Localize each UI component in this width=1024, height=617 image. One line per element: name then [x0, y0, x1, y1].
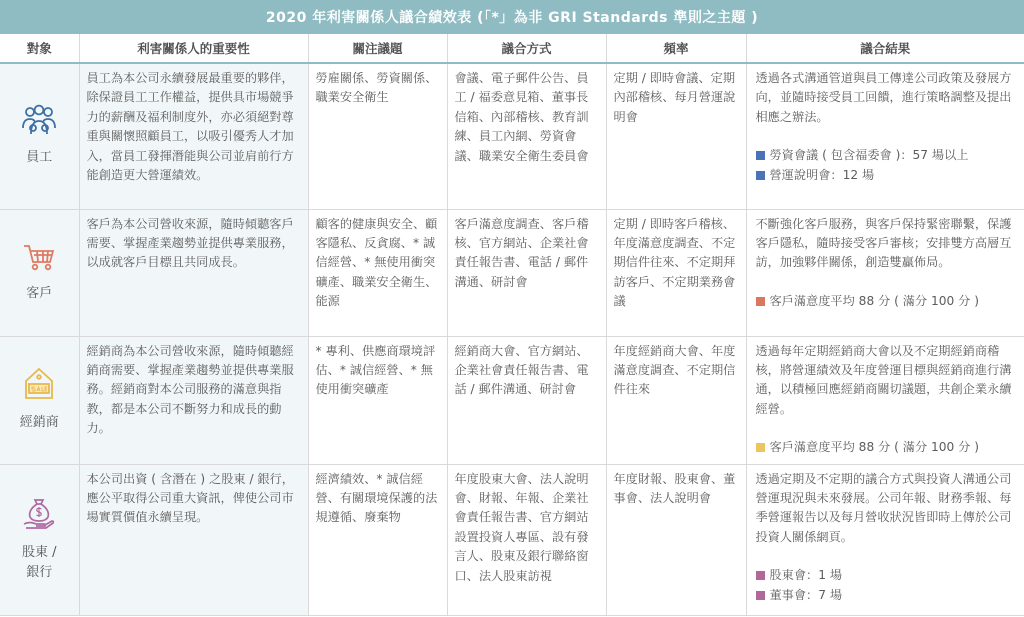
object-label: 客戶	[26, 285, 53, 301]
header-importance: 利害關係人的重要性	[79, 34, 308, 63]
header-result: 議合結果	[746, 34, 1024, 63]
people-icon	[20, 104, 58, 136]
shopping-cart-icon	[22, 242, 56, 272]
bullet-square	[756, 443, 765, 452]
importance-cell: 客戶為本公司營收來源，隨時傾聽客戶需要、掌握產業趨勢並提供專業服務，以成就客戶目標且共同成長。	[79, 209, 308, 336]
bullet-square	[756, 151, 765, 160]
issues-cell: 勞雇關係、勞資關係、職業安全衛生	[308, 63, 447, 209]
bullet-square	[756, 571, 765, 580]
result-cell	[746, 464, 1024, 615]
table-row	[0, 464, 1024, 615]
frequency-cell: 年度經銷商大會、年度滿意度調查、不定期信件往來	[606, 336, 746, 464]
object-label: 經銷商	[19, 415, 59, 430]
result-bullet	[756, 566, 1017, 585]
bullet-square	[756, 591, 765, 600]
result-cell	[746, 63, 1024, 209]
methods-cell: 年度股東大會、法人說明會、財報、年報、企業社會責任報告書、官方網站設置投資人專區、設有發言人、股東及銀行聯絡窗口、法人股東訪視	[447, 464, 606, 615]
result-bullet	[756, 586, 1017, 605]
result-bullet	[756, 438, 1017, 457]
stakeholder-engagement-table	[0, 34, 1024, 616]
bullet-text: 營運說明會：12 場	[769, 167, 875, 182]
result-cell	[746, 209, 1024, 336]
result-text: 不斷強化客戶服務，與客戶保持緊密聯繫，保護客戶隱私，隨時接受客戶審核；安排雙方高層互訪，加強夥伴關係，創造雙贏佈局。	[755, 216, 1012, 270]
bullet-square	[756, 171, 765, 180]
money-bag-icon	[22, 497, 56, 531]
object-label: 員工	[26, 150, 53, 166]
issues-cell: 顧客的健康與安全、顧客隱私、反貪腐、* 誠信經營、* 無使用衝突礦產、職業安全衛生、能源	[308, 209, 447, 336]
bullet-square	[756, 297, 765, 306]
bullet-text: 董事會：7 場	[769, 587, 843, 602]
bullet-text: 客戶滿意度平均 88 分 ( 滿分 100 分 )	[769, 293, 979, 308]
importance-cell: 本公司出資 ( 含潛在 ) 之股東 / 銀行，應公平取得公司重大資訊，俾使公司市場實質價值永續呈現。	[79, 464, 308, 615]
table-row	[0, 336, 1024, 464]
methods-cell: 客戶滿意度調查、客戶稽核、官方網站、企業社會責任報告書、電話 / 郵件溝通、研討會	[447, 209, 606, 336]
table-row	[0, 209, 1024, 336]
issues-cell: 經濟績效、* 誠信經營、有關環境保護的法規遵循、廢棄物	[308, 464, 447, 615]
result-bullet	[756, 292, 1017, 311]
result-cell	[746, 336, 1024, 464]
frequency-cell: 定期 / 即時會議、定期內部稽核、每月營運說明會	[606, 63, 746, 209]
result-text: 透過每年定期經銷商大會以及不定期經銷商稽核，將營運績效及年度營運目標與經銷商進行溝通，以積極回應經銷商關切議題，共創企業永續經營。	[755, 343, 1012, 416]
bullet-text: 勞資會議 ( 包含福委會 )：57 場以上	[769, 148, 969, 163]
header-methods: 議合方式	[447, 34, 606, 63]
result-bullet	[756, 146, 1017, 165]
object-cell	[0, 209, 79, 336]
bullet-text: 股東會：1 場	[769, 568, 843, 583]
result-text: 透過各式溝通管道與員工傳達公司政策及發展方向，並隨時接受員工回饋，進行策略調整及提出相應之辦法。	[755, 71, 1012, 124]
importance-cell: 員工為本公司永續發展最重要的夥伴，除保證員工工作權益，提供具市場競爭力的薪酬及福利制度外，亦必須絕對尊重與關懷照顧員工，以吸引優秀人才加入，當員工發揮潛能與公司並肩前行方能創造更大營運績效。	[79, 63, 308, 209]
methods-cell: 會議、電子郵件公告、員工 / 福委意見箱、董事長信箱、內部稽核、教育訓練、員工內網、勞資會議、職業安全衛生委員會	[447, 63, 606, 209]
frequency-cell: 定期 / 即時客戶稽核、年度滿意度調查、不定期信件往來、不定期拜訪客戶、不定期業務會議	[606, 209, 746, 336]
issues-cell: * 專利、供應商環境評估、* 誠信經營、* 無使用衝突礦產	[308, 336, 447, 464]
object-cell	[0, 464, 79, 615]
frequency-cell: 年度財報、股東會、董事會、法人說明會	[606, 464, 746, 615]
header-object: 對象	[0, 34, 79, 63]
object-label: 股東 / 銀行	[21, 544, 57, 580]
methods-cell: 經銷商大會、官方網站、企業社會責任報告書、電話 / 郵件溝通、研討會	[447, 336, 606, 464]
object-cell	[0, 336, 79, 464]
result-text: 透過定期及不定期的議合方式與投資人溝通公司營運現況與未來發展。公司年報、財務季報、每季營運報告以及每月營收狀況皆即時上傳於公司投資人關係網頁。	[755, 471, 1012, 544]
sale-tag-icon	[22, 367, 56, 401]
header-frequency: 頻率	[606, 34, 746, 63]
bullet-text: 客戶滿意度平均 88 分 ( 滿分 100 分 )	[769, 440, 979, 455]
header-row	[0, 34, 1024, 63]
table-row	[0, 63, 1024, 209]
header-issues: 關注議題	[308, 34, 447, 63]
object-cell	[0, 63, 79, 209]
table-title: 2020 年利害關係人議合績效表 (「*」為非 GRI Standards 準則之主題 )	[0, 0, 1024, 34]
result-bullet	[756, 166, 1017, 185]
importance-cell: 經銷商為本公司營收來源，隨時傾聽經銷商需要、掌握產業趨勢並提供專業服務。經銷商對本公司服務的滿意與指教，都是本公司不斷努力和成長的動力。	[79, 336, 308, 464]
